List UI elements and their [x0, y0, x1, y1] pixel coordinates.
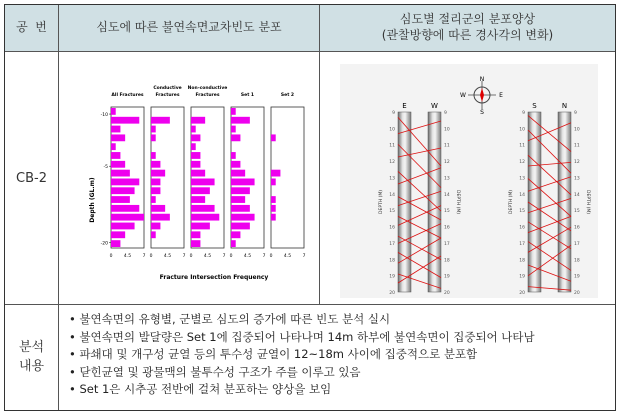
frequency-bar: [111, 126, 120, 133]
frequency-bar: [191, 240, 200, 247]
frequency-bar: [191, 223, 210, 230]
frequency-bar: [111, 170, 130, 177]
frequency-bar: [231, 231, 240, 238]
depth-tick-label: 15: [574, 209, 580, 215]
frequency-bar: [111, 240, 120, 247]
frequency-bar: [231, 187, 250, 194]
frequency-bar: [111, 179, 139, 186]
frequency-bar: [271, 170, 280, 177]
x-tick-label: 4.5: [163, 254, 172, 259]
core-cylinder: [428, 112, 441, 292]
depth-tick-label: 20: [519, 291, 525, 296]
depth-tick-label: 15: [444, 209, 450, 215]
depth-tick-label: 9: [522, 111, 525, 116]
depth-tick-label: 11: [574, 143, 580, 149]
depth-tick-label: 20: [444, 291, 450, 296]
header-joint-subtitle: (관찰방향에 따른 경사각의 변화): [381, 28, 554, 42]
x-tick-label: 7: [182, 254, 186, 259]
frequency-bar: [271, 179, 276, 186]
depth-tick-label: 12: [519, 160, 525, 166]
analysis-note: • 파쇄대 및 개구성 균열 등의 투수성 균열이 12~18m 사이에 집중적으로 분포함: [69, 346, 605, 364]
depth-axis-label: DEPTH (M): [455, 190, 460, 214]
depth-tick-label: 13: [574, 176, 580, 182]
depth-tick-label: 18: [444, 258, 450, 264]
depth-tick-label: 20: [574, 291, 580, 296]
panel-frame: [271, 107, 304, 248]
y-tick-label: -20: [100, 241, 108, 247]
frequency-bar: [191, 170, 205, 177]
header-frequency-text: 심도에 따른 불연속면교차빈도 분포: [96, 20, 282, 35]
depth-tick-label: 19: [444, 274, 450, 280]
frequency-bar: [191, 161, 200, 168]
x-tick-label: 0: [269, 254, 273, 259]
depth-tick-label: 16: [519, 225, 525, 231]
depth-tick-label: 10: [389, 127, 395, 133]
x-tick-label: 0: [109, 254, 113, 259]
frequency-bar: [151, 179, 160, 186]
depth-tick-label: 14: [574, 192, 580, 198]
panel-title: Conductive: [153, 86, 182, 91]
depth-tick-label: 13: [444, 176, 450, 182]
depth-tick-label: 13: [389, 176, 395, 182]
unroll-image-cell: [320, 52, 615, 305]
analysis-notes: [59, 305, 615, 405]
x-tick-label: 0: [229, 254, 233, 259]
compass-south: S: [480, 109, 484, 116]
depth-tick-label: 12: [389, 160, 395, 166]
panel-title: Fractures: [195, 93, 220, 98]
frequency-bar: [231, 161, 240, 168]
depth-tick-label: 12: [444, 160, 450, 166]
x-tick-label: 4.5: [243, 254, 252, 259]
frequency-bar: [151, 161, 160, 168]
compass-west: W: [460, 92, 466, 99]
frequency-bar: [191, 179, 215, 186]
frequency-bar: [271, 214, 276, 221]
panel-title: Non-conductive: [187, 86, 228, 91]
depth-tick-label: 9: [444, 111, 447, 116]
orientation-label: E: [402, 102, 407, 110]
hole-label-cell: [5, 52, 59, 305]
depth-tick-label: 12: [574, 160, 580, 166]
frequency-bar: [231, 205, 250, 212]
frequency-bar: [151, 187, 160, 194]
x-tick-label: 7: [302, 254, 306, 259]
frequency-chart: [59, 52, 320, 305]
frequency-bar: [151, 196, 156, 203]
frequency-bar: [231, 214, 255, 221]
frequency-bar: [151, 223, 160, 230]
frequency-bar: [111, 205, 139, 212]
frequency-bar: [231, 196, 245, 203]
panel-title: Set 1: [240, 93, 255, 98]
x-tick-label: 7: [142, 254, 146, 259]
header-hole-no-text: 공 번: [16, 20, 47, 35]
x-tick-label: 7: [262, 254, 266, 259]
depth-tick-label: 20: [389, 291, 395, 296]
frequency-bar: [231, 179, 255, 186]
analysis-note: • 닫힌균열 및 광물맥의 불투수성 구조가 주를 이루고 있음: [69, 364, 605, 382]
frequency-bar: [111, 117, 139, 124]
frequency-bar: [231, 240, 236, 247]
header-joint-title: 심도별 절리군의 분포양상: [399, 12, 536, 27]
depth-tick-label: 15: [519, 209, 525, 215]
frequency-bar: [191, 143, 196, 150]
depth-tick-label: 17: [519, 241, 525, 247]
frequency-bar: [191, 231, 200, 238]
depth-tick-label: 10: [574, 127, 580, 133]
panel-title: Fractures: [155, 93, 180, 98]
analysis-label-2: 내용: [18, 358, 45, 374]
frequency-bar: [231, 170, 245, 177]
frequency-bar: [111, 231, 125, 238]
analysis-label-1: 분석: [18, 339, 45, 355]
x-tick-label: 4.5: [283, 254, 292, 259]
frequency-bar: [231, 223, 250, 230]
header-frequency: [59, 5, 320, 52]
frequency-bar: [151, 134, 156, 141]
depth-tick-label: 18: [389, 258, 395, 264]
frequency-bar: [151, 205, 165, 212]
frequency-chart-cell: [59, 52, 320, 305]
panel-title: Set 2: [280, 93, 295, 98]
depth-tick-label: 18: [574, 258, 580, 264]
frequency-bar: [191, 205, 215, 212]
depth-tick-label: 17: [444, 241, 450, 247]
header-hole-no: [5, 5, 59, 52]
frequency-bar: [231, 117, 250, 124]
frequency-bar: [191, 152, 200, 159]
frequency-bar: [231, 152, 236, 159]
frequency-bar: [191, 134, 200, 141]
frequency-bar: [151, 152, 156, 159]
x-tick-label: 0: [149, 254, 153, 259]
y-tick-label: -5: [103, 165, 108, 171]
chart-y-axis-label: Depth (GL.m): [89, 177, 96, 223]
depth-tick-label: 11: [444, 143, 450, 149]
depth-tick-label: 16: [389, 225, 395, 231]
depth-tick-label: 16: [444, 225, 450, 231]
frequency-bar: [151, 117, 170, 124]
frequency-bar: [151, 170, 165, 177]
frequency-bar: [111, 196, 130, 203]
frequency-bar: [111, 161, 125, 168]
depth-tick-label: 13: [519, 176, 525, 182]
x-tick-label: 4.5: [203, 254, 212, 259]
frequency-bar: [151, 231, 156, 238]
depth-tick-label: 9: [392, 111, 395, 116]
x-tick-label: 0: [189, 254, 193, 259]
depth-tick-label: 11: [389, 143, 395, 149]
frequency-bar: [111, 223, 135, 230]
hole-id: CB-2: [16, 170, 47, 186]
compass-east: E: [499, 92, 503, 99]
frequency-bar: [111, 214, 144, 221]
analysis-table: [4, 4, 616, 411]
orientation-label: N: [561, 102, 568, 110]
frequency-bar: [191, 187, 210, 194]
frequency-bar: [271, 134, 276, 141]
depth-tick-label: 18: [519, 258, 525, 264]
depth-axis-label: DEPTH (M): [379, 190, 384, 214]
frequency-bar: [151, 126, 156, 133]
y-tick-label: -10: [100, 113, 108, 119]
depth-tick-label: 19: [389, 274, 395, 280]
depth-tick-label: 14: [389, 192, 395, 198]
depth-tick-label: 17: [389, 241, 395, 247]
frequency-bar: [231, 126, 236, 133]
analysis-note: • 불연속면의 발달량은 Set 1에 집중되어 나타나며 14m 하부에 불연속면이 집중되어 나타남: [69, 329, 605, 347]
frequency-bar: [191, 214, 219, 221]
frequency-bar: [191, 117, 205, 124]
depth-tick-label: 9: [574, 111, 577, 116]
depth-axis-label: DEPTH (M): [509, 190, 514, 214]
orientation-label: W: [431, 102, 438, 110]
frequency-bar: [111, 143, 116, 150]
chart-x-axis-label: Fracture Intersection Frequency: [159, 274, 269, 281]
depth-tick-label: 19: [574, 274, 580, 280]
compass-north: N: [479, 76, 485, 83]
unrolled-core-image: [320, 52, 615, 305]
x-tick-label: 4.5: [123, 254, 132, 259]
depth-tick-label: 19: [519, 274, 525, 280]
frequency-bar: [231, 108, 236, 115]
header-joint-distribution: [320, 5, 615, 52]
depth-tick-label: 10: [444, 127, 450, 133]
panel-title: All Fractures: [111, 93, 144, 98]
depth-tick-label: 10: [519, 127, 525, 133]
frequency-bar: [111, 187, 135, 194]
depth-tick-label: 14: [519, 192, 525, 198]
x-tick-label: 7: [222, 254, 226, 259]
frequency-bar: [191, 126, 196, 133]
frequency-bar: [271, 205, 276, 212]
depth-tick-label: 11: [519, 143, 525, 149]
core-cylinder: [528, 112, 541, 292]
depth-tick-label: 16: [574, 225, 580, 231]
frequency-bar: [151, 214, 170, 221]
depth-axis-label: DEPTH (M): [585, 190, 590, 214]
frequency-bar: [271, 196, 276, 203]
frequency-bar: [231, 134, 240, 141]
depth-tick-label: 17: [574, 241, 580, 247]
analysis-note: • 불연속면의 유형별, 군별로 심도의 증가에 따른 빈도 분석 실시: [69, 311, 605, 329]
frequency-bar: [111, 152, 120, 159]
analysis-notes-cell: [59, 305, 615, 410]
frequency-bar: [111, 108, 116, 115]
depth-tick-label: 15: [389, 209, 395, 215]
frequency-bar: [111, 134, 125, 141]
analysis-note: • Set 1은 시추공 전반에 걸쳐 분포하는 양상을 보임: [69, 381, 605, 399]
orientation-label: S: [532, 102, 537, 110]
frequency-bar: [191, 196, 205, 203]
depth-tick-label: 14: [444, 192, 450, 198]
analysis-label-cell: [5, 305, 59, 410]
